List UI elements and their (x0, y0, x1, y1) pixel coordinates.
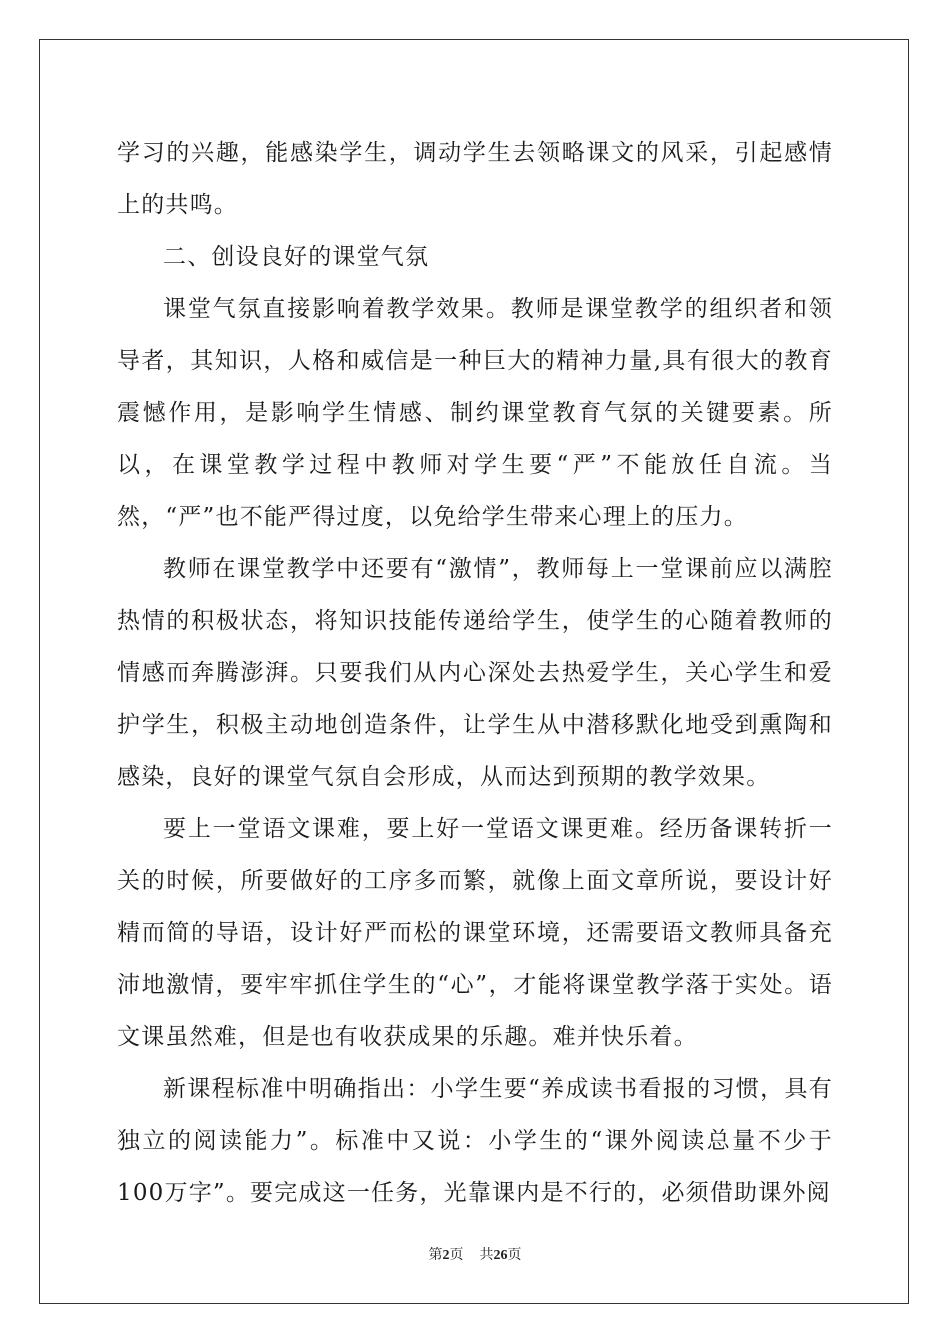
total-prefix: 共 (479, 1248, 494, 1263)
paragraph-3: 教师在课堂教学中还要有“激情”，教师每上一堂课前应以满腔热情的积极状态，将知识技能传递给学生，使学生的心随着教师的情感而奔腾澎湃。只要我们从内心深处去热爱学生，关心学生和爱护学生，积极主动地创造条件，让学生从中潜移默化地受到熏陶和感染，良好的课堂气氛自会形成，从而达到预期的教学效果。 (117, 556, 833, 790)
page-current: 2 (442, 1248, 450, 1263)
paragraph-4: 要上一堂语文课难，要上好一堂语文课更难。经历备课转折一关的时候，所要做好的工序多而繁，就像上面文章所说，要设计好精而简的导语，设计好严而松的课堂环境，还需要语文教师具备充沛地激情，要牢牢抓住学生的“心”，才能将课堂教学落于实处。语文课虽然难，但是也有收获成果的乐趣。难并快乐着。 (117, 816, 833, 1050)
paragraph-5: 新课程标准中明确指出：小学生要“养成读书看报的习惯，具有独立的阅读能力”。标准中又说：小学生的“课外阅读总量不少于100万字”。要完成这一任务，光靠课内是不行的，必须借助课外阅 (117, 1076, 833, 1206)
document-body (117, 127, 833, 1219)
page-unit: 页 (449, 1248, 464, 1263)
section-heading: 二、创设良好的课堂气氛 (163, 244, 430, 270)
paragraph-2: 课堂气氛直接影响着教学效果。教师是课堂教学的组织者和领导者，其知识，人格和威信是一种巨大的精神力量,具有很大的教育震憾作用，是影响学生情感、制约课堂教育气氛的关键要素。所以，在课堂教学过程中教师对学生要“严”不能放任自流。当然，“严”也不能严得过度，以免给学生带来心理上的压力。 (117, 296, 833, 530)
page-footer (0, 1244, 950, 1264)
total-unit: 页 (507, 1248, 522, 1263)
page-prefix: 第 (428, 1248, 443, 1263)
page-total: 26 (493, 1248, 508, 1263)
paragraph-1: 学习的兴趣，能感染学生，调动学生去领略课文的风采，引起感情上的共鸣。 (117, 140, 833, 218)
